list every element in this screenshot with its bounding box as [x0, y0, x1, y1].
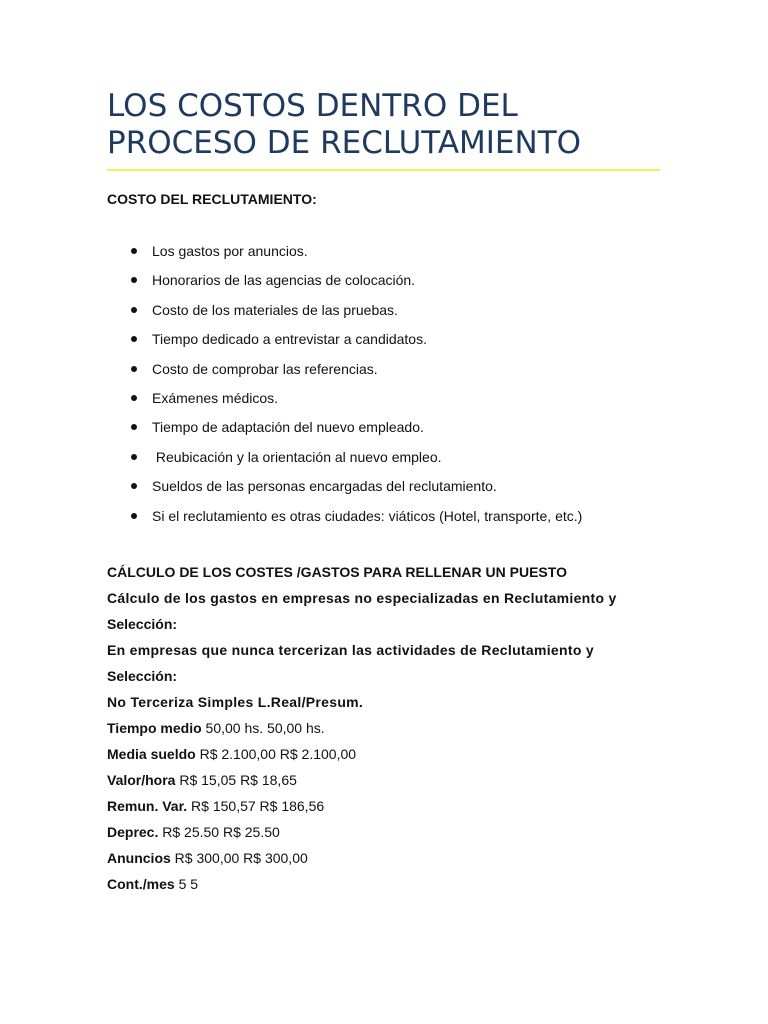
list-item-text: Si el reclutamiento es otras ciudades: viáticos (Hotel, transporte, etc.) [152, 507, 583, 524]
list-item-text: Costo de los materiales de las pruebas. [152, 301, 398, 318]
bullet-dot-icon [131, 454, 137, 460]
row-value: R$ 15,05 R$ 18,65 [175, 772, 297, 788]
row-value: R$ 150,57 R$ 186,56 [187, 798, 325, 814]
paragraph-no-especializadas-line2: Selección: [107, 616, 178, 632]
document-title [107, 88, 660, 162]
list-item [107, 504, 660, 533]
table-row [107, 715, 660, 741]
list-item [107, 415, 660, 444]
list-item-text: Sueldos de las personas encargadas del reclutamiento. [152, 478, 497, 495]
list-item-text: Tiempo dedicado a entrevistar a candidatos. [152, 331, 427, 348]
paragraph-no-especializadas-line1: Cálculo de los gastos en empresas no especializadas en Reclutamiento y [107, 590, 617, 606]
list-item [107, 445, 660, 474]
row-value: R$ 2.100,00 R$ 2.100,00 [195, 746, 357, 762]
bullet-dot-icon [131, 366, 137, 372]
bullet-dot-icon [131, 248, 137, 254]
list-item [107, 268, 660, 297]
list-item-text: Costo de comprobar las referencias. [152, 360, 378, 377]
table-row [107, 793, 660, 819]
table-row [107, 871, 660, 897]
table-row [107, 845, 660, 871]
bullet-dot-icon [131, 307, 137, 313]
list-item [107, 357, 660, 386]
title-line-2: PROCESO DE RECLUTAMIENTO [107, 125, 582, 161]
paragraph-nunca-tercerizan-line1: En empresas que nunca tercerizan las actividades de Reclutamiento y [107, 642, 594, 658]
title-line-1: LOS COSTOS DENTRO DEL [107, 88, 518, 124]
row-label: Valor/hora [107, 772, 176, 788]
row-label: Cont./mes [107, 876, 175, 892]
bullet-dot-icon [131, 424, 137, 430]
row-value: 5 5 [174, 876, 199, 892]
table-row [107, 741, 660, 767]
row-value: 50,00 hs. 50,00 hs. [201, 720, 325, 736]
row-label: Deprec. [107, 824, 159, 840]
table-header: No Terceriza Simples L.Real/Presum. [107, 694, 364, 710]
bullet-dot-icon [131, 395, 137, 401]
section-heading-costo: COSTO DEL RECLUTAMIENTO: [107, 191, 317, 207]
list-item-text: Reubicación y la orientación al nuevo empleo. [152, 448, 442, 465]
table-row [107, 767, 660, 793]
row-label: Remun. Var. [107, 798, 188, 814]
cost-bullet-list [107, 239, 660, 533]
list-item-text: Los gastos por anuncios. [152, 243, 308, 259]
list-item [107, 298, 660, 327]
list-item-text: Exámenes médicos. [152, 389, 279, 406]
row-label: Tiempo medio [107, 720, 202, 736]
bullet-dot-icon [131, 483, 137, 489]
calculation-section [107, 559, 660, 897]
list-item-text: Honorarios de las agencias de colocación. [152, 272, 416, 289]
list-item [107, 474, 660, 503]
row-value: R$ 25.50 R$ 25.50 [158, 824, 280, 840]
row-label: Media sueldo [107, 746, 196, 762]
section-heading-calculo: CÁLCULO DE LOS COSTES /GASTOS PARA RELLENAR UN PUESTO [107, 564, 567, 580]
table-row [107, 819, 660, 845]
list-item [107, 327, 660, 356]
list-item [107, 386, 660, 415]
bullet-dot-icon [131, 336, 137, 342]
list-item [107, 239, 660, 268]
title-underline [107, 169, 660, 171]
row-value: R$ 300,00 R$ 300,00 [170, 850, 308, 866]
row-label: Anuncios [107, 850, 171, 866]
list-item-text: Tiempo de adaptación del nuevo empleado. [152, 419, 424, 436]
bullet-dot-icon [131, 277, 137, 283]
paragraph-nunca-tercerizan-line2: Selección: [107, 668, 178, 684]
bullet-dot-icon [131, 513, 137, 519]
